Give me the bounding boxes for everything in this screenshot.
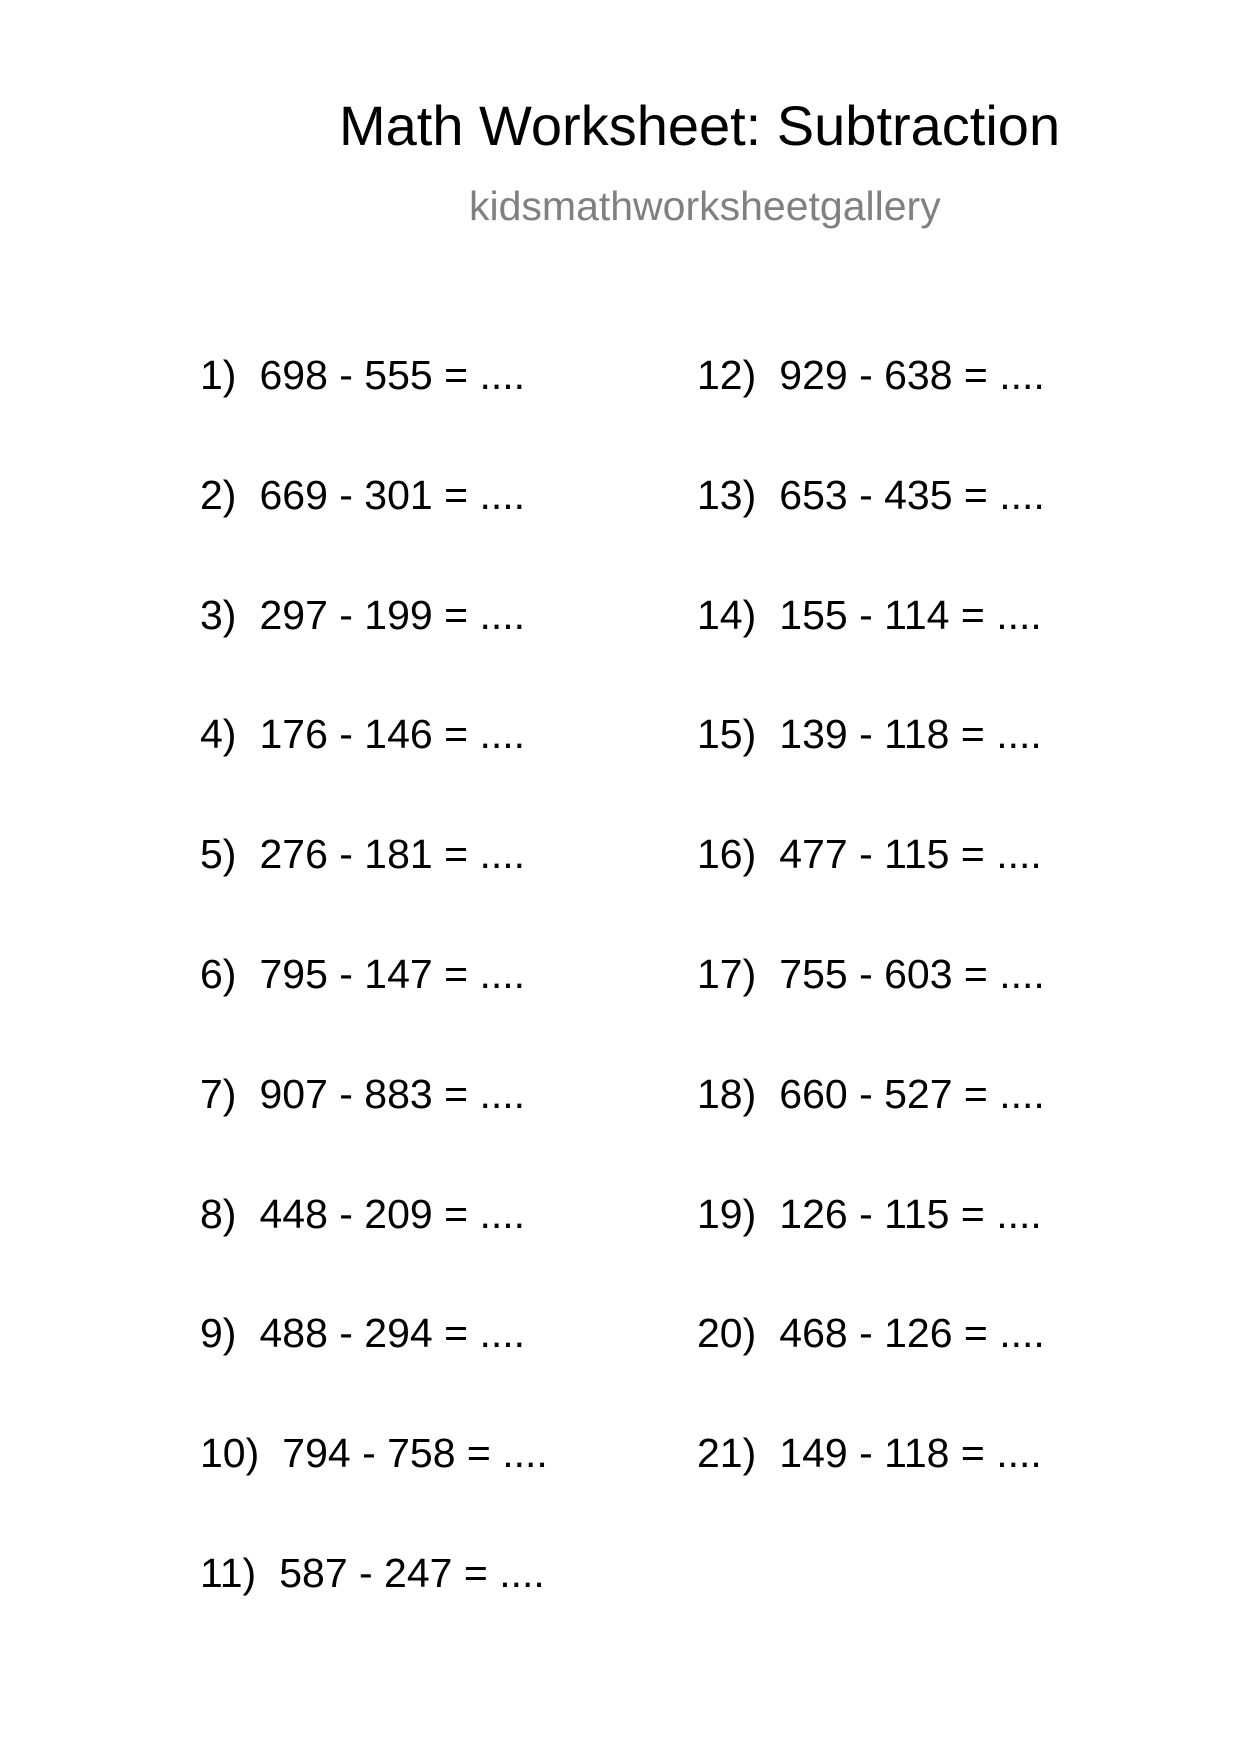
problem-item <box>697 950 1197 1074</box>
problem-number: 17) <box>697 950 757 997</box>
problem-expression: 669 - 301 = .... <box>259 471 526 518</box>
problem-expression: 795 - 147 = .... <box>259 950 526 997</box>
problem-number: 4) <box>200 711 237 758</box>
problem-item <box>200 471 700 595</box>
problem-item <box>200 1310 700 1433</box>
problem-item <box>697 1070 1197 1194</box>
problem-expression: 139 - 118 = .... <box>779 711 1042 758</box>
site-name: kidsmathworksheetgallery <box>469 183 941 229</box>
problem-number: 19) <box>697 1190 757 1237</box>
problem-item <box>200 711 700 834</box>
problem-item <box>697 1310 1197 1433</box>
problem-expression: 755 - 603 = .... <box>779 950 1045 997</box>
problem-number: 9) <box>200 1310 237 1357</box>
problem-number: 21) <box>697 1430 757 1477</box>
problem-expression: 468 - 126 = .... <box>779 1310 1045 1357</box>
problem-item <box>200 1430 700 1553</box>
problem-number: 11) <box>200 1549 257 1596</box>
problem-expression: 587 - 247 = .... <box>279 1549 545 1596</box>
problems-column-right <box>697 352 1197 1553</box>
problem-number: 3) <box>200 591 237 638</box>
problem-number: 13) <box>697 471 757 518</box>
problem-expression: 488 - 294 = .... <box>259 1310 526 1357</box>
problem-number: 10) <box>200 1430 260 1477</box>
problem-number: 7) <box>200 1070 237 1117</box>
problem-number: 16) <box>697 831 757 878</box>
problem-expression: 149 - 118 = .... <box>779 1430 1042 1477</box>
problem-number: 20) <box>697 1310 757 1357</box>
problem-expression: 698 - 555 = .... <box>259 352 526 398</box>
problem-number: 8) <box>200 1190 237 1237</box>
problem-item <box>697 352 1197 475</box>
problem-expression: 176 - 146 = .... <box>259 711 526 758</box>
problem-expression: 448 - 209 = .... <box>259 1190 526 1237</box>
problem-item <box>200 831 700 954</box>
problem-number: 18) <box>697 1070 757 1117</box>
problem-expression: 794 - 758 = .... <box>282 1430 548 1477</box>
problem-item <box>697 711 1197 834</box>
problem-expression: 907 - 883 = .... <box>259 1070 526 1117</box>
problem-expression: 155 - 114 = .... <box>779 591 1042 638</box>
problem-expression: 126 - 115 = .... <box>779 1190 1042 1237</box>
problem-item <box>200 1190 700 1314</box>
problem-item <box>697 471 1197 595</box>
problem-item <box>200 352 700 475</box>
problem-item <box>697 591 1197 715</box>
problem-expression: 297 - 199 = .... <box>259 591 526 638</box>
problems-column-left <box>200 352 700 1673</box>
problem-item <box>697 831 1197 954</box>
problem-item <box>200 950 700 1074</box>
problem-expression: 276 - 181 = .... <box>259 831 526 878</box>
problem-item <box>697 1190 1197 1314</box>
problem-expression: 653 - 435 = .... <box>779 471 1045 518</box>
problem-item <box>697 1430 1197 1553</box>
problem-number: 15) <box>697 711 757 758</box>
problem-number: 12) <box>697 352 757 398</box>
problem-number: 5) <box>200 831 237 878</box>
problem-expression: 929 - 638 = .... <box>779 352 1045 398</box>
problem-expression: 660 - 527 = .... <box>779 1070 1045 1117</box>
problem-number: 1) <box>200 352 237 398</box>
problem-number: 6) <box>200 950 237 997</box>
problem-item <box>200 1549 700 1673</box>
problem-number: 14) <box>697 591 757 638</box>
problem-item <box>200 591 700 715</box>
problem-expression: 477 - 115 = .... <box>779 831 1042 878</box>
problem-item <box>200 1070 700 1194</box>
problem-number: 2) <box>200 471 237 518</box>
page-title: Math Worksheet: Subtraction <box>339 94 1061 157</box>
